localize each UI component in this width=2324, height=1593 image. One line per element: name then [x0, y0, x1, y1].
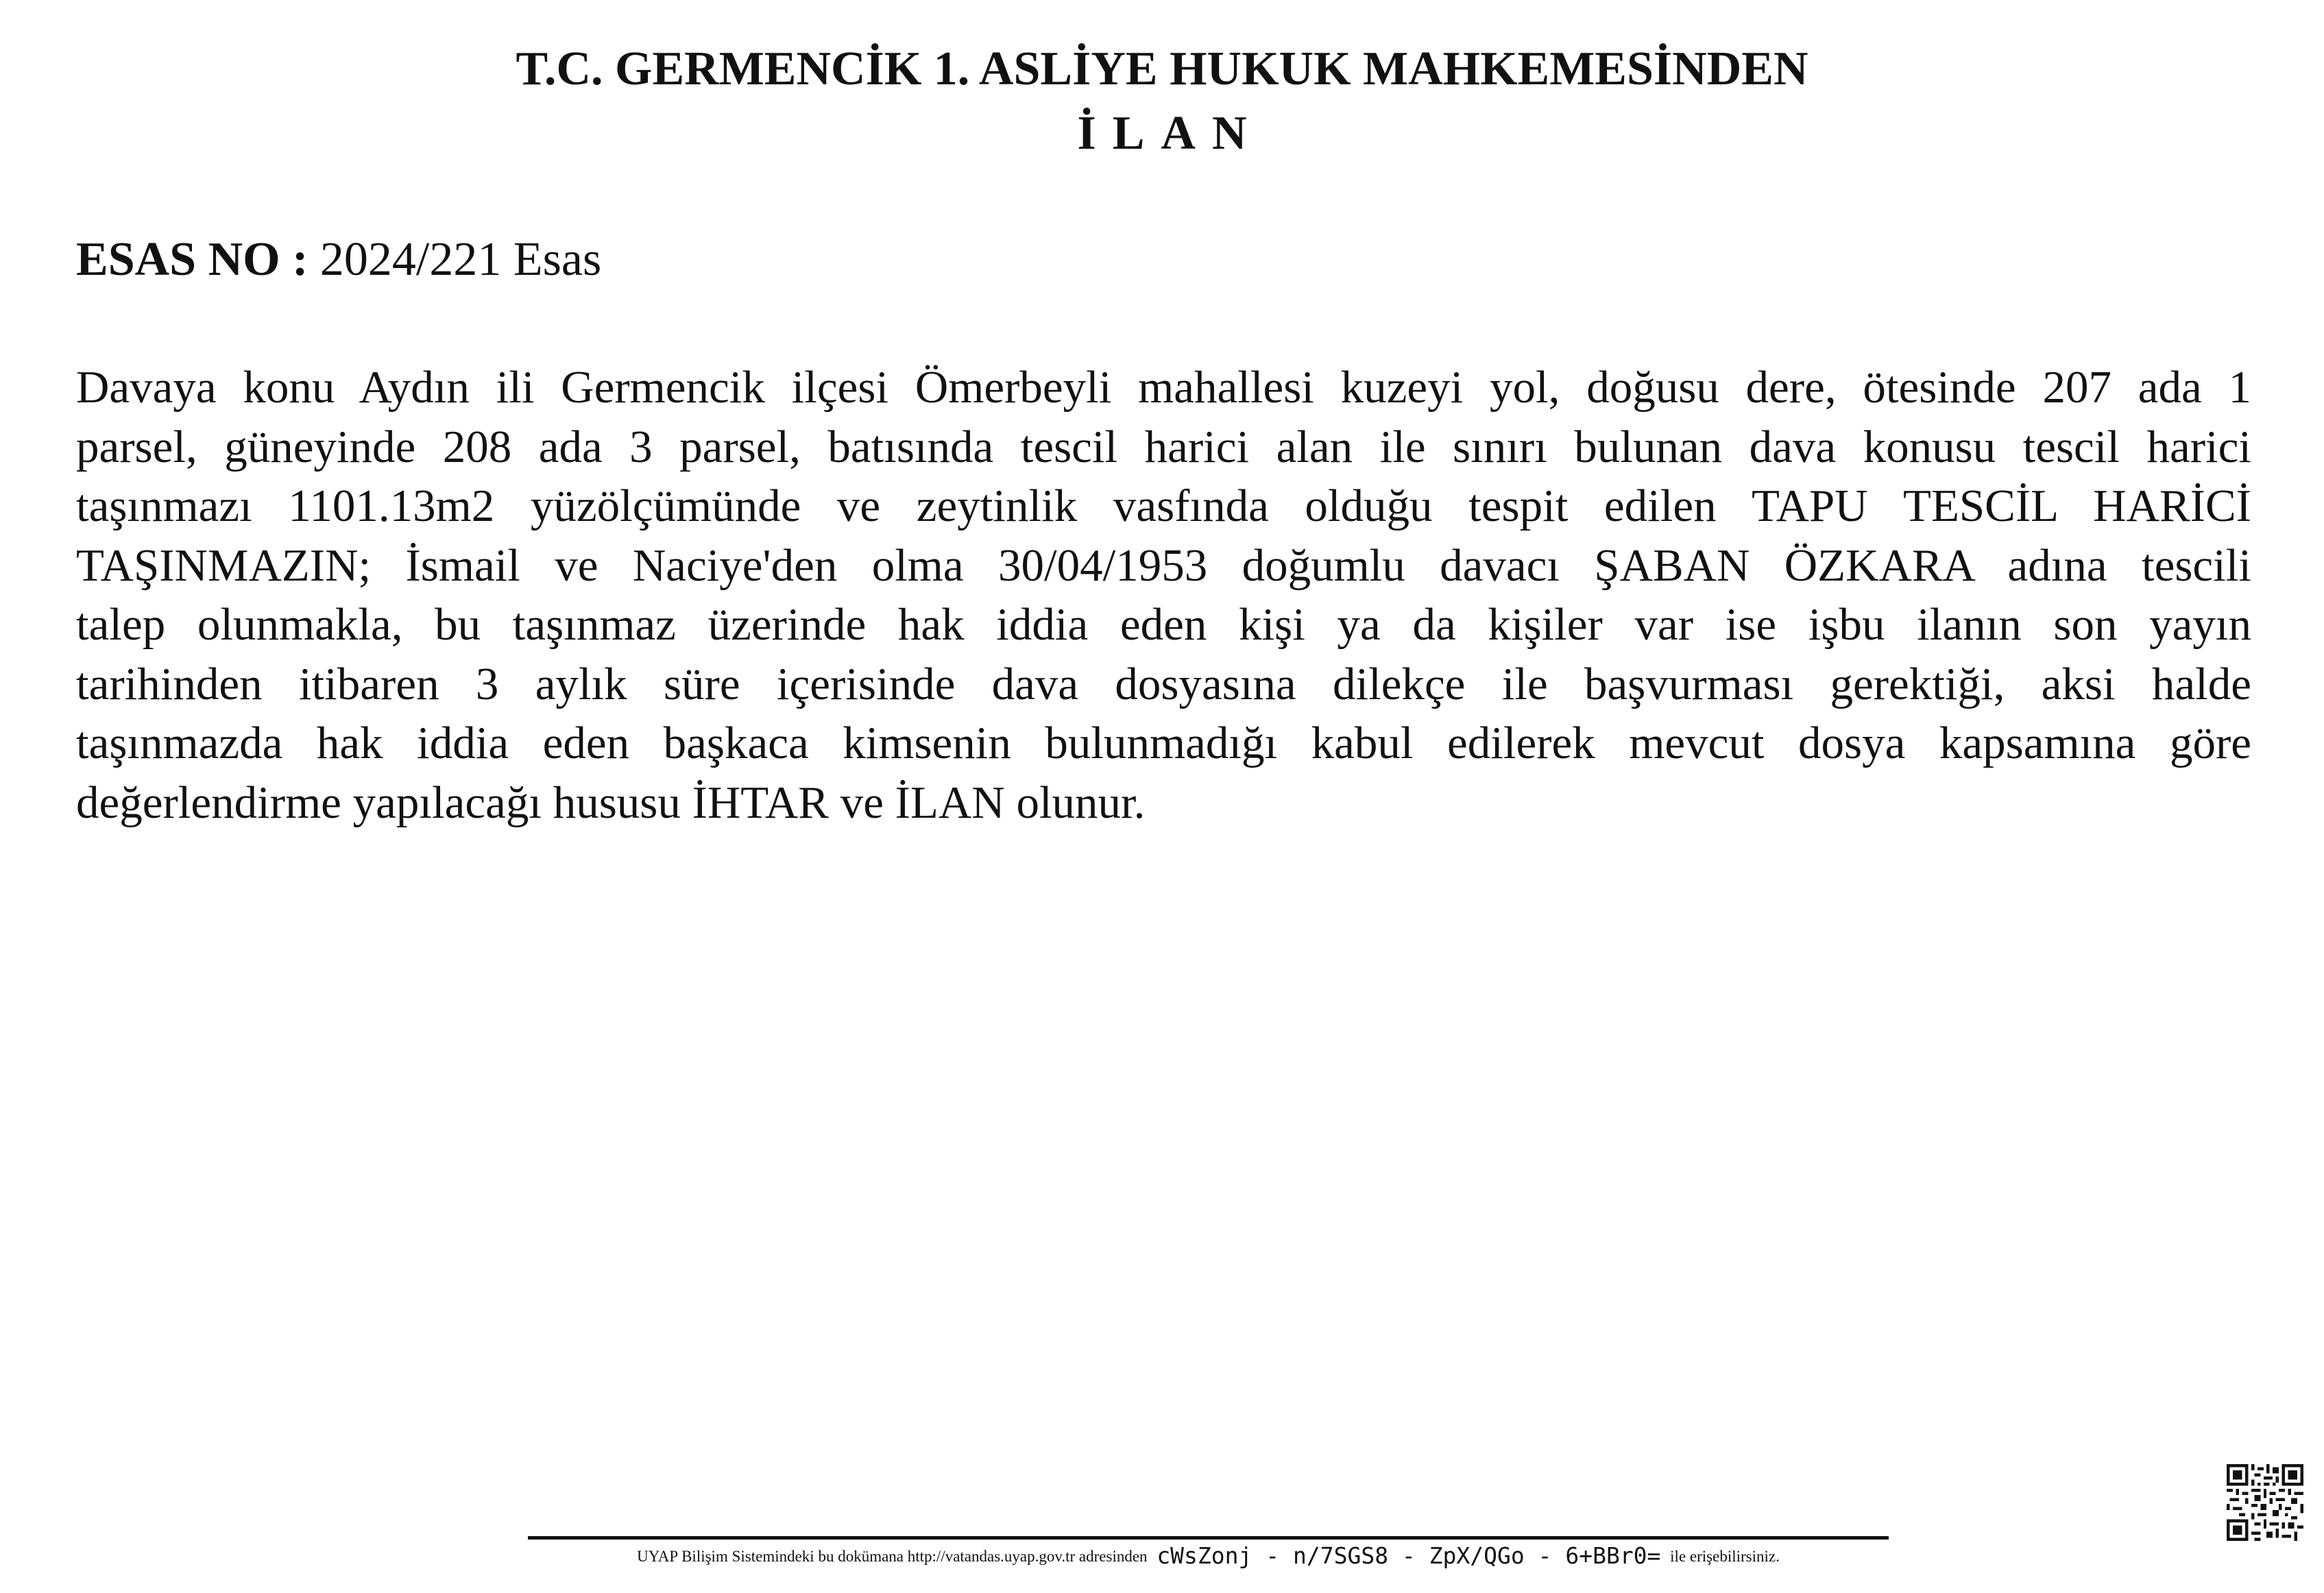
- qr-code-icon: [2227, 1464, 2303, 1541]
- body-line: talep olunmakla, bu taşınmaz üzerinde hak iddia eden kişi ya da kişiler var ise işbu ilanın son yayın: [76, 599, 2251, 650]
- footer-prefix: UYAP Bilişim Sistemindeki bu dokümana http://vatandas.uyap.gov.tr adresinden: [637, 1548, 1148, 1565]
- verification-code: cWsZonj - n/7SGS8 - ZpX/QGo - 6+BBr0=: [1157, 1542, 1661, 1569]
- footer-suffix: ile erişebilirsiniz.: [1670, 1548, 1780, 1565]
- body-line: parsel, güneyinde 208 ada 3 parsel, batısında tescil harici alan ile sınırı bulunan dava konusu tescil harici: [76, 421, 2251, 472]
- case-number-value: 2024/221 Esas: [319, 233, 602, 286]
- body-line: tarihinden itibaren 3 aylık süre içerisinde dava dosyasına dilekçe ile başvurması gerektiği, aksi halde: [76, 658, 2251, 709]
- body-line: taşınmazda hak iddia eden başkaca kimsenin bulunmadığı kabul edilerek mevcut dosya kapsamına göre: [76, 718, 2251, 768]
- footer-verification: [528, 1542, 1889, 1570]
- page-subtitle: İLAN: [1077, 107, 1263, 160]
- body-line: değerlendirme yapılacağı hususu İHTAR ve İLAN olunur.: [76, 777, 1146, 828]
- body-line: taşınmazı 1101.13m2 yüzölçümünde ve zeytinlik vasfında olduğu tespit edilen TAPU TESCİL HARİCİ: [76, 481, 2251, 531]
- case-number: [76, 233, 602, 286]
- page-title: T.C. GERMENCİK 1. ASLİYE HUKUK MAHKEMESİNDEN: [516, 42, 1808, 95]
- body-line: TAŞINMAZIN; İsmail ve Naciye'den olma 30/04/1953 doğumlu davacı ŞABAN ÖZKARA adına tescili: [76, 539, 2251, 591]
- footer-divider: [528, 1536, 1889, 1540]
- announcement-body: [76, 358, 2251, 832]
- body-line: Davaya konu Aydın ili Germencik ilçesi Ömerbeyli mahallesi kuzeyi yol, doğusu dere, ötesinde 207 ada 1: [76, 362, 2251, 413]
- case-number-label: ESAS NO :: [76, 233, 308, 286]
